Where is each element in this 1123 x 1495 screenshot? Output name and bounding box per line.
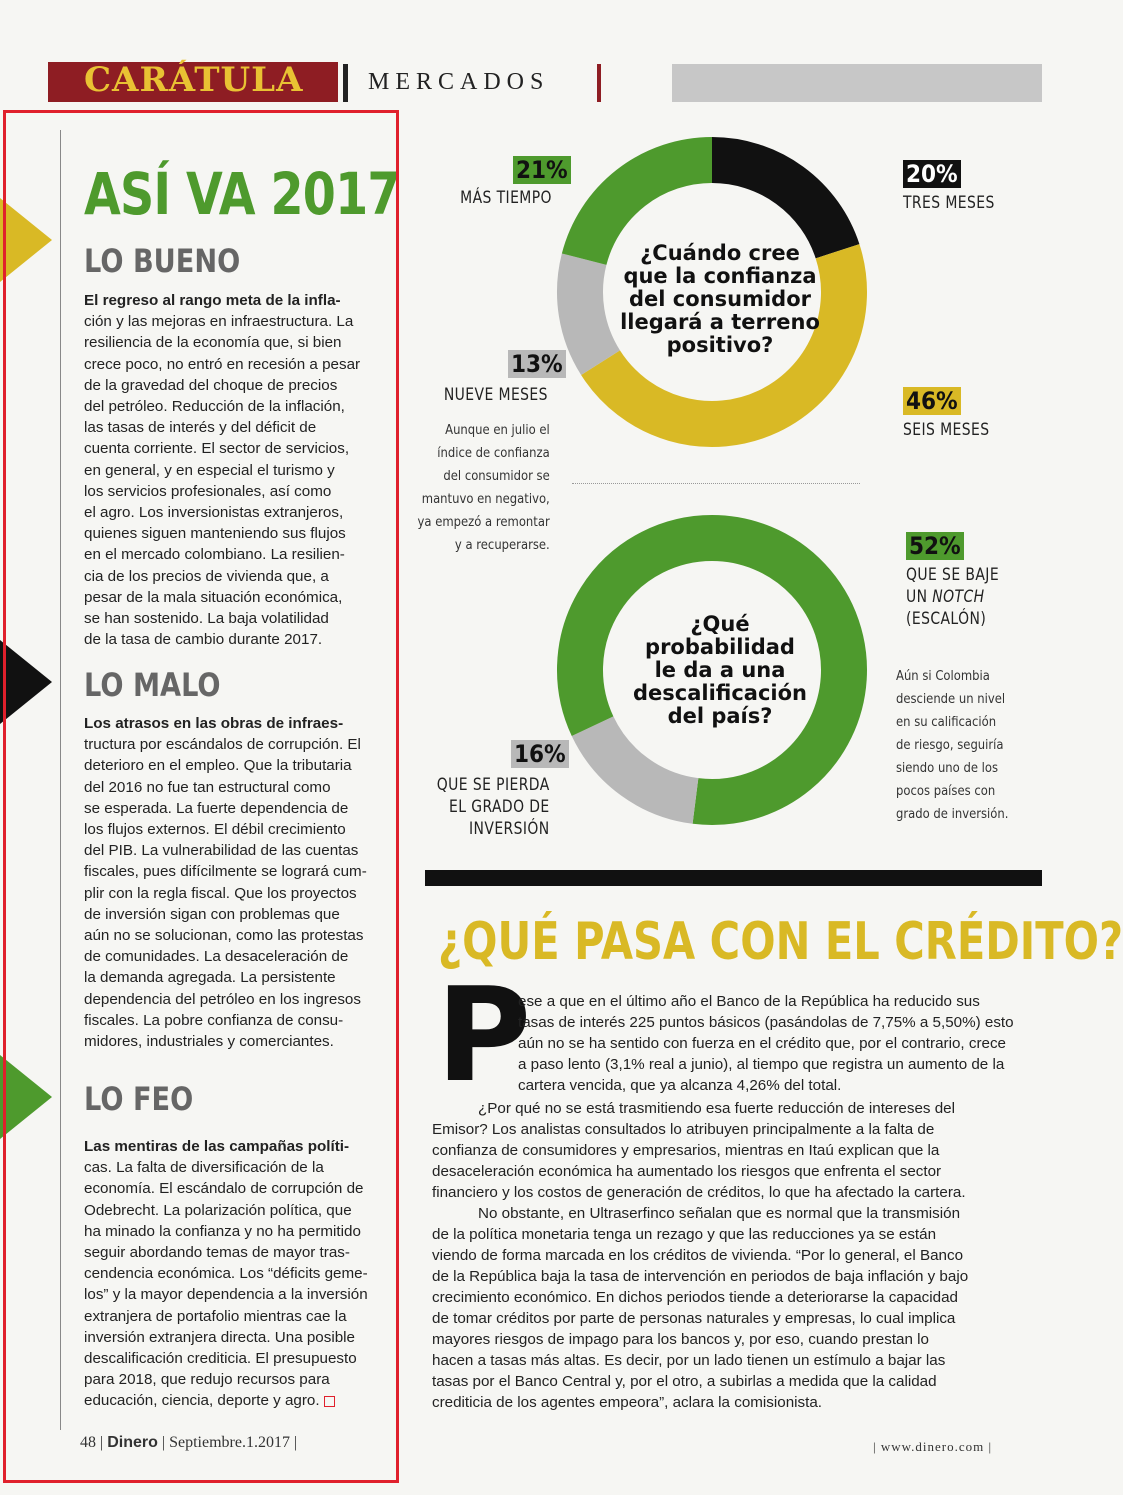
- note-line: ya empezó a remontar: [417, 514, 550, 530]
- note-line: del consumidor se: [443, 468, 550, 484]
- question-line: que la confianza: [623, 264, 817, 288]
- donut-slice: [580, 259, 601, 363]
- label-line: QUE SE BAJE: [906, 565, 1000, 585]
- text-line: de la gravedad del choque de precios: [84, 376, 338, 394]
- text-line: ha minado la confianza y no ha permitido: [84, 1222, 361, 1240]
- text-line: quienes siguen manteniendo sus flujos: [84, 525, 346, 543]
- pct-mas-tiempo: 21%: [513, 156, 571, 184]
- note-line: y a recuperarse.: [455, 537, 550, 553]
- question-line: ¿Cuándo cree: [640, 241, 800, 265]
- text-line: El regreso al rango meta de la infla-: [84, 292, 341, 309]
- text-line: del PIB. La vulnerabilidad de las cuentas: [84, 842, 359, 860]
- intro-line: aún no se ha sentido con fuerza en el crédito que, por el contrario, crece: [518, 1035, 1006, 1052]
- text-line: de comunidades. La desaceleración de: [84, 948, 349, 966]
- text-line: cia de los precios de vivienda que, a: [84, 567, 329, 585]
- text-line: cuenta corriente. El sector de servicios,: [84, 440, 350, 458]
- credit-title: ¿QUÉ PASA CON EL CRÉDITO?: [438, 912, 1123, 972]
- dotted-separator: [572, 483, 860, 484]
- section-rule: [425, 870, 1042, 886]
- question-line: llegará a terreno: [620, 310, 820, 334]
- label-mas-tiempo: MÁS TIEMPO: [460, 188, 552, 208]
- text-line: midores, industriales y comerciantes.: [84, 1033, 334, 1051]
- label-line: INVERSIÓN: [469, 819, 550, 839]
- text-line: la demanda agregada. La persistente: [84, 969, 336, 987]
- text-line: cendencia económica. Los “déficits geme-: [84, 1265, 368, 1283]
- text-line: los” y la mayor dependencia a la inversión: [84, 1286, 368, 1304]
- subsection-label: MERCADOS: [368, 69, 550, 95]
- question-line: le da a una: [654, 658, 786, 682]
- question-line: ¿Qué: [690, 612, 750, 636]
- issue-date: Septiembre.1.2017: [169, 1434, 290, 1451]
- intro-line: a paso lento (3,1% real a junio), al tiempo que registra un aumento de la: [518, 1056, 1005, 1073]
- text-line: en general, y en especial el turismo y: [84, 461, 335, 479]
- label-baje-notch: [906, 564, 999, 630]
- note-line: Aunque en julio el: [445, 422, 550, 438]
- text-line: fiscales. La pobre confianza de consu-: [84, 1011, 344, 1029]
- page-number: 48: [80, 1434, 96, 1451]
- footer-url: | www.dinero.com |: [873, 1439, 993, 1454]
- text-line: pesar de la mala situación económica,: [84, 588, 343, 606]
- label-nueve-meses: NUEVE MESES: [443, 385, 548, 405]
- text-line: descalificación crediticia. El presupuesto: [84, 1350, 357, 1368]
- text-line: Los atrasos en las obras de infraes-: [84, 715, 344, 732]
- pct-pierda-grado: 16%: [511, 740, 569, 768]
- text-line: Odebrecht. La polarización política, que: [84, 1201, 352, 1219]
- text-line: extranjera de portafolio mientras cae la: [84, 1307, 347, 1325]
- intro-line: tasas de interés 225 puntos básicos (pasándolas de 7,75% a 5,50%) esto: [518, 1014, 1014, 1031]
- bad-heading: LO MALO: [84, 666, 221, 704]
- text-line: las tasas de interés y del déficit de: [84, 419, 317, 437]
- note-line: desciende un nivel: [896, 691, 1006, 707]
- label-line: (ESCALÓN): [906, 609, 987, 629]
- label-seis-meses: SEIS MESES: [903, 420, 990, 440]
- text-line: deterioro en el empleo. Que la tributaria: [84, 757, 352, 775]
- text-line: dependencia del petróleo en los ingresos: [84, 990, 361, 1008]
- label-pierda-grado: [437, 774, 550, 840]
- text-line: ción y las mejoras en infraestructura. La: [84, 313, 354, 331]
- credit-paragraph-3: No obstante, en Ultraserfinco señalan que es normal que la transmisión de la política monetaria tenga un rezago y que las reducciones ya se están viendo de forma marcada en los créditos de vivienda. “Por lo general, el Banco de la República baja la tasa de intervención en periodos de baja inflación y bajo crecimiento económico. En dichos periodos tiende a deteriorarse la capacidad de tomar créditos por parte de personas naturales y empresas, lo cual implica mayores riesgos de impago para los bancos y, por eso, cuando prestan lo hacen a tasas más altas. Es decir, por un lado tienen un estímulo a bajar las tasas por el Banco Central y, por el otro, a subirlas a medida que la calidad crediticia de los agentes empeora”, aclara la comisionista.: [432, 1205, 969, 1411]
- credit-body: [432, 1098, 972, 1413]
- label-part: UN: [906, 587, 933, 607]
- note-line: índice de confianza: [437, 445, 550, 461]
- label-line: QUE SE PIERDA: [437, 775, 550, 795]
- donut1-question: [605, 242, 835, 357]
- donut-slice: [712, 160, 838, 251]
- donut-slice: [593, 726, 696, 801]
- note-line: en su calificación: [896, 714, 997, 730]
- text-line: en el mercado colombiano. La resilien-: [84, 546, 345, 564]
- pct-baje-notch: 52%: [906, 532, 964, 560]
- text-line: de inversión sigan con problemas que: [84, 905, 340, 923]
- highlight-frame: [3, 110, 399, 1483]
- credit-intro: [518, 991, 1014, 1096]
- label-tres-meses: TRES MESES: [903, 193, 995, 213]
- text-line: del petróleo. Reducción de la inflación,: [84, 398, 345, 416]
- label-line: EL GRADO DE: [449, 797, 550, 817]
- text-line: aún no se solucionan, como las protestas: [84, 927, 364, 945]
- page-footer: 48 | Dinero | Septiembre.1.2017 |: [80, 1434, 298, 1451]
- text-line: de la tasa de cambio durante 2017.: [84, 631, 323, 649]
- text-line: cas. La falta de diversificación de la: [84, 1159, 324, 1177]
- question-line: descalificación: [633, 681, 807, 705]
- text-line: crece poco, no entró en recesión a pesar: [84, 355, 361, 373]
- donut1-note: [418, 419, 550, 557]
- note-line: mantuvo en negativo,: [422, 491, 550, 507]
- text-line: plir con la regla fiscal. Que los proyectos: [84, 884, 357, 902]
- sidebar-title: ASÍ VA 2017: [84, 160, 400, 228]
- question-line: del consumidor: [629, 287, 811, 311]
- good-heading: LO BUENO: [84, 242, 241, 280]
- section-label: CARÁTULA: [84, 60, 304, 100]
- website-url: www.dinero.com: [880, 1439, 985, 1454]
- ugly-heading: LO FEO: [84, 1080, 194, 1118]
- magazine-brand: Dinero: [107, 1434, 158, 1451]
- text-line: los flujos externos. El débil crecimiento: [84, 821, 346, 839]
- text-line: tructura por escándalos de corrupción. El: [84, 736, 361, 754]
- label-part-italic: NOTCH: [932, 587, 985, 607]
- text-line: resiliencia de la economía que, si bien: [84, 334, 342, 352]
- question-line: del país?: [667, 704, 773, 728]
- donut2-note: [896, 665, 1008, 826]
- text-line: economía. El escándalo de corrupción de: [84, 1180, 364, 1198]
- note-line: siendo uno de los: [896, 760, 999, 776]
- text-line: fiscales, pues difícilmente se logrará cum-: [84, 863, 367, 881]
- text-line: el agro. Los inversionistas extranjeros,: [84, 504, 344, 522]
- text-line: los servicios profesionales, así como: [84, 482, 332, 500]
- note-line: de riesgo, seguiría: [896, 737, 1004, 753]
- text-line: se esperada. La fuerte dependencia de: [84, 799, 349, 817]
- credit-paragraph-2: ¿Por qué no se está trasmitiendo esa fuerte reducción de intereses del Emisor? Los analistas consultados lo atribuyen principalmente a la falta de confianza de consumidores y empresarios, mientras en Itaú explican que la desaceleración económica ha aumentado los riesgos que enfrenta el sector financiero y los costos de generación de créditos, lo que ha afectado la cartera.: [432, 1100, 966, 1201]
- pct-seis-meses: 46%: [903, 387, 961, 415]
- text-line: se han sostenido. La baja volatilidad: [84, 610, 329, 628]
- header-divider-red: [597, 64, 601, 102]
- text-line: del 2016 no fue tan estructural como: [84, 778, 331, 796]
- intro-line: cartera vencida, que ya alcanza 4,26% del total.: [518, 1077, 842, 1094]
- note-line: Aún si Colombia: [896, 668, 990, 684]
- text-line: inversión extranjera directa. Una posible: [84, 1328, 355, 1346]
- note-line: grado de inversión.: [896, 806, 1009, 822]
- pct-tres-meses: 20%: [903, 160, 961, 188]
- text-line: seguir abordando temas de mayor tras-: [84, 1244, 350, 1262]
- pct-nueve-meses: 13%: [508, 350, 566, 378]
- question-line: positivo?: [666, 333, 774, 357]
- question-line: probabilidad: [645, 635, 795, 659]
- note-line: pocos países con: [896, 783, 996, 799]
- text-line: Las mentiras de las campañas políti-: [84, 1138, 350, 1155]
- header-grey-band: [672, 64, 1042, 102]
- drop-cap: P: [436, 959, 532, 1111]
- donut2-question: [605, 613, 835, 728]
- label-line: [906, 586, 999, 608]
- text-line: educación, ciencia, deporte y agro.: [84, 1390, 374, 1411]
- text-line: para 2018, que redujo recursos para: [84, 1371, 330, 1389]
- header-divider: [343, 64, 348, 102]
- intro-line: ese a que en el último año el Banco de la República ha reducido sus: [518, 993, 980, 1010]
